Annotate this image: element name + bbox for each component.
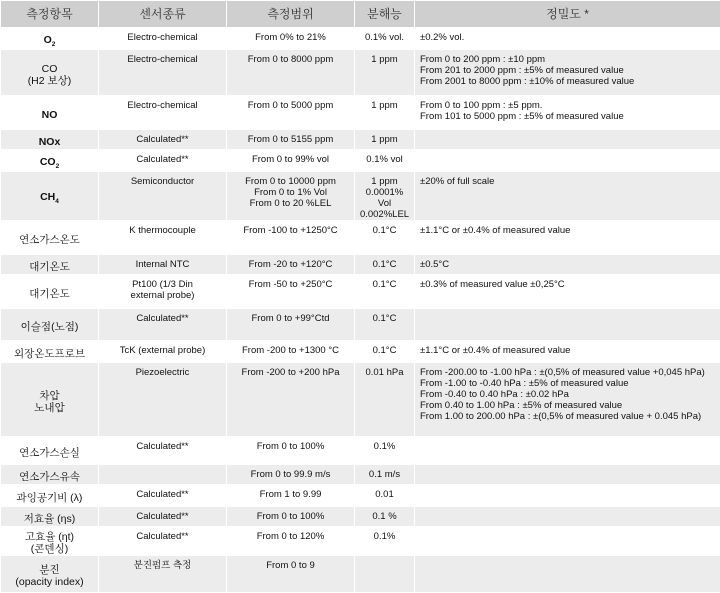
cell-sensor: Pt100 (1/3 Din external probe) [99, 275, 227, 309]
cell-resolution: 1 ppm [355, 96, 415, 130]
cell-item [1, 527, 99, 556]
cell-sensor: Calculated** [99, 437, 227, 465]
cell-item [1, 150, 99, 172]
table-row [1, 221, 720, 255]
cell-item [1, 96, 99, 130]
item-subscript: 2 [56, 163, 60, 170]
item-label: 과잉공기비 (λ) [17, 492, 83, 504]
item-label: 이슬점(노점) [21, 321, 79, 333]
cell-range: From 0 to 5155 ppm [227, 130, 355, 150]
cell-range: From -200 to +200 hPa [227, 363, 355, 437]
cell-accuracy [415, 150, 720, 172]
cell-sensor: Internal NTC [99, 255, 227, 275]
cell-sensor: Calculated** [99, 309, 227, 341]
header-accuracy: 정밀도 * [415, 1, 720, 28]
cell-resolution: 0.01 [355, 485, 415, 507]
table-row [1, 507, 720, 527]
cell-item [1, 172, 99, 221]
cell-resolution: 0.1°C [355, 309, 415, 341]
table-row [1, 485, 720, 507]
cell-accuracy [415, 556, 720, 593]
cell-sensor [99, 465, 227, 485]
cell-range: From 0 to +99°Ctd [227, 309, 355, 341]
cell-range: From -200 to +1300 °C [227, 341, 355, 363]
cell-sensor: Electro-chemical [99, 50, 227, 96]
header-range: 측정범위 [227, 1, 355, 28]
cell-accuracy [415, 485, 720, 507]
cell-sensor: Semiconductor [99, 172, 227, 221]
cell-resolution: 0.1% [355, 527, 415, 556]
item-subscript: 4 [55, 198, 59, 205]
cell-item [1, 485, 99, 507]
cell-resolution: 1 ppm [355, 50, 415, 96]
cell-accuracy [415, 465, 720, 485]
header-item: 측정항목 [1, 1, 99, 28]
cell-item [1, 341, 99, 363]
cell-accuracy [415, 507, 720, 527]
item-label: NO [42, 109, 58, 121]
cell-accuracy: From 0 to 200 ppm : ±10 ppm From 201 to 2000 ppm : ±5% of measured value From 2001 to 8000 ppm : ±10% of measured value [415, 50, 720, 96]
item-label: 연소가스온도 [19, 234, 80, 246]
cell-sensor: Calculated** [99, 150, 227, 172]
cell-accuracy: ±0.2% vol. [415, 28, 720, 50]
cell-sensor: TcK (external probe) [99, 341, 227, 363]
item-label: 연소가스유속 [19, 471, 80, 483]
cell-accuracy [415, 527, 720, 556]
item-label: 대기온도 [29, 261, 70, 273]
cell-range: From -50 to +250°C [227, 275, 355, 309]
table-row [1, 465, 720, 485]
table-row [1, 172, 720, 221]
table-row [1, 437, 720, 465]
cell-resolution: 0.1°C [355, 275, 415, 309]
cell-range: From -20 to +120°C [227, 255, 355, 275]
cell-resolution: 0.1°C [355, 221, 415, 255]
cell-resolution: 0.1% [355, 437, 415, 465]
cell-resolution: 0.1% vol. [355, 28, 415, 50]
cell-item [1, 556, 99, 593]
cell-sensor: Electro-chemical [99, 28, 227, 50]
item-label: NOx [39, 136, 61, 148]
item-subscript: 2 [52, 41, 56, 48]
cell-accuracy: ±20% of full scale [415, 172, 720, 221]
cell-sensor: Calculated** [99, 130, 227, 150]
cell-accuracy: ±1.1°C or ±0.4% of measured value [415, 221, 720, 255]
table-row [1, 527, 720, 556]
cell-accuracy: From 0 to 100 ppm : ±5 ppm. From 101 to 5000 ppm : ±5% of measured value [415, 96, 720, 130]
cell-range: From -100 to +1250°C [227, 221, 355, 255]
cell-resolution: 1 ppm 0.0001% Vol 0.002%LEL [355, 172, 415, 221]
cell-item [1, 465, 99, 485]
cell-sensor: Electro-chemical [99, 96, 227, 130]
cell-sensor: Calculated** [99, 527, 227, 556]
table-row [1, 309, 720, 341]
item-label: 차압 노내압 [34, 390, 64, 414]
cell-range: From 0 to 100% [227, 437, 355, 465]
item-label: O [44, 34, 52, 46]
table-row [1, 130, 720, 150]
cell-item [1, 130, 99, 150]
cell-range: From 0 to 120% [227, 527, 355, 556]
cell-range: From 0 to 5000 ppm [227, 96, 355, 130]
cell-range: From 1 to 9.99 [227, 485, 355, 507]
cell-sensor: 분진펌프 측정 [99, 556, 227, 593]
cell-item [1, 221, 99, 255]
cell-resolution: 0.1 % [355, 507, 415, 527]
cell-resolution: 0.1 m/s [355, 465, 415, 485]
cell-resolution: 0.1% vol [355, 150, 415, 172]
cell-accuracy [415, 437, 720, 465]
cell-accuracy [415, 309, 720, 341]
cell-accuracy: From -200.00 to -1.00 hPa : ±(0,5% of measured value +0,045 hPa) From -1.00 to -0.40 hPa : ±5% of measured value From -0.40 to 0.40 hPa : ±0.02 hPa From 0.40 to 1.00 hPa : ±5% of measured value From 1.00 to 200.00 hPa : ±(0,5% of measured value + 0.045 hPa) [415, 363, 720, 437]
cell-resolution: 0.01 hPa [355, 363, 415, 437]
table-row [1, 255, 720, 275]
cell-accuracy: ±0.3% of measured value ±0,25°C [415, 275, 720, 309]
table-row [1, 50, 720, 96]
cell-sensor: K thermocouple [99, 221, 227, 255]
cell-item [1, 507, 99, 527]
cell-resolution: 0.1°C [355, 341, 415, 363]
item-label: 저효율 (ηs) [24, 513, 75, 525]
cell-item [1, 50, 99, 96]
table-row [1, 28, 720, 50]
cell-resolution: 1 ppm [355, 130, 415, 150]
cell-sensor: Calculated** [99, 507, 227, 527]
cell-range: From 0 to 10000 ppm From 0 to 1% Vol From 0 to 20 %LEL [227, 172, 355, 221]
cell-accuracy: ±1.1°C or ±0.4% of measured value [415, 341, 720, 363]
cell-range: From 0% to 21% [227, 28, 355, 50]
table-row [1, 363, 720, 437]
cell-item [1, 363, 99, 437]
cell-range: From 0 to 9 [227, 556, 355, 593]
cell-item [1, 255, 99, 275]
cell-range: From 0 to 100% [227, 507, 355, 527]
item-label: CH [40, 191, 55, 203]
cell-resolution: 0.1°C [355, 255, 415, 275]
cell-item [1, 437, 99, 465]
table-row [1, 150, 720, 172]
item-label: 분진 (opacity index) [15, 564, 83, 588]
cell-range: From 0 to 8000 ppm [227, 50, 355, 96]
table-row [1, 96, 720, 130]
table-row [1, 275, 720, 309]
cell-accuracy: ±0.5°C [415, 255, 720, 275]
cell-sensor: Piezoelectric [99, 363, 227, 437]
cell-range: From 0 to 99.9 m/s [227, 465, 355, 485]
cell-item [1, 275, 99, 309]
item-label: 연소가스손실 [19, 447, 80, 459]
item-label: CO (H2 보상) [28, 63, 72, 87]
cell-item [1, 309, 99, 341]
item-label: 고효율 (ηt) (콘덴싱) [25, 531, 74, 555]
header-sensor: 센서종류 [99, 1, 227, 28]
item-label: CO [40, 156, 56, 168]
table-row [1, 341, 720, 363]
header-resolution: 분해능 [355, 1, 415, 28]
item-label: 외장온도프로브 [14, 348, 85, 360]
header-row [1, 1, 720, 28]
cell-range: From 0 to 99% vol [227, 150, 355, 172]
cell-accuracy [415, 130, 720, 150]
item-label: 대기온도 [29, 288, 70, 300]
cell-sensor: Calculated** [99, 485, 227, 507]
cell-resolution [355, 556, 415, 593]
cell-item [1, 28, 99, 50]
table-row [1, 556, 720, 593]
